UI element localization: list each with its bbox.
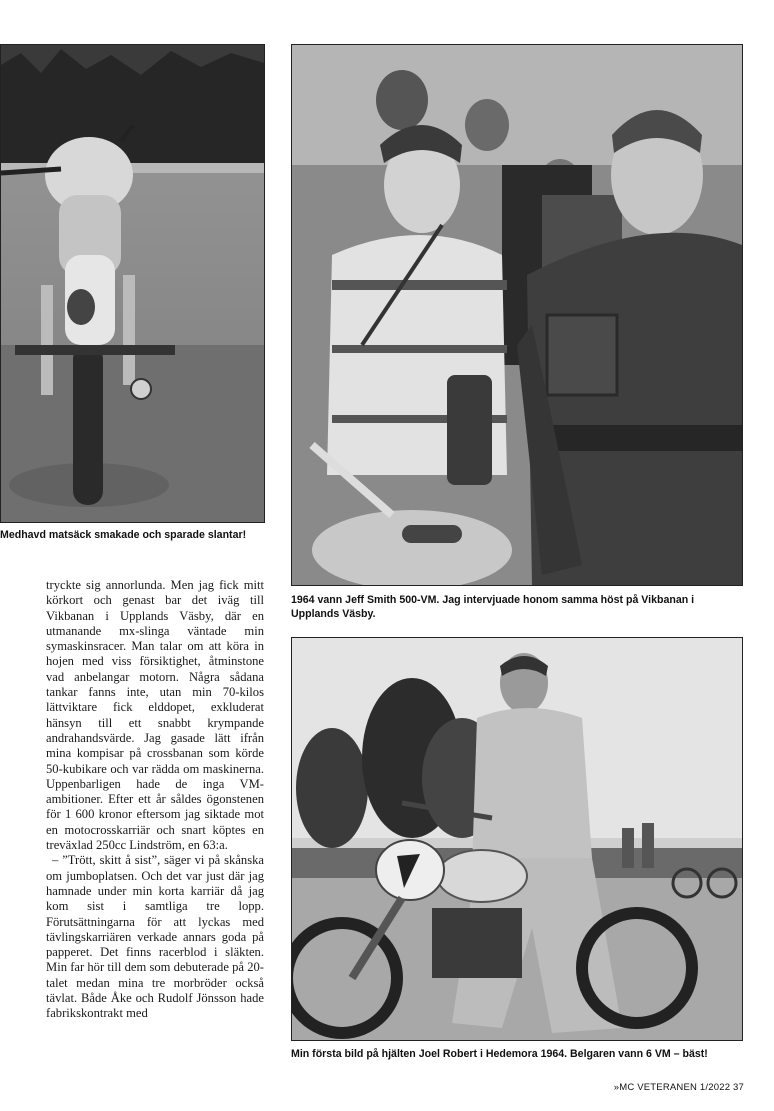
caption-joel-robert: Min första bild på hjälten Joel Robert i Hedemora 1964. Belgaren vann 6 VM – bäst! (291, 1048, 708, 1060)
caption-jeff-smith: 1964 vann Jeff Smith 500-VM. Jag intervjuade honom samma höst på Vikbanan i Upplands Väsby. (291, 594, 695, 620)
photo-moped (0, 44, 265, 523)
photo-jeff-smith (291, 44, 743, 586)
caption-moped: Medhavd matsäck smakade och sparade slantar! (0, 529, 247, 541)
article-paragraph: tryckte sig annorlunda. Men jag fick mitt körkort och genast bar det iväg till Vikbanan i Upplands Väsby, där en utmanande mx-slinga väntade min symaskinsracer. Man talar om att köra in hojen med viss försiktighet, åtminstone vad anbelangar motorn. Några sådana tankar fanns inte, utan min 70-kilos lättviktare fick elddopet, exkluderat hänsyn till ett snabbt krympande andrahandsvärde. Jag gasade lätt ifrån mina kompisar på crossbanan som körde 50-kubikare och var rädda om maskinerna. Uppenbarligen hade de inga VM-ambitioner. Efter ett år såldes ögonstenen för 1 600 kronor eftersom jag siktade mot en motocrosskarriär och snart köptes en treväxlad 250cc Lindström, en 63:a. (46, 578, 264, 853)
photo-joel-robert (291, 637, 743, 1041)
article-paragraph: – ”Trött, skitt å sist”, säger vi på skånska om jumboplatsen. Och det var just där jag hamnade under min korta karriär då jag kom sist i samtliga tre lopp. Förutsättningarna för att lyckas med tävlingskarriären verkade annars goda på papperet. Det finns racerblod i släkten. Min far hör till dem som debuterade på 20-talet medan mina tre morbröder också tävlat. Både Åke och Rudolf Jönsson hade fabrikskontrakt med (46, 853, 264, 1021)
page-folio: »MC VETERANEN 1/2022 37 (613, 1082, 744, 1093)
article-body (46, 578, 264, 1022)
